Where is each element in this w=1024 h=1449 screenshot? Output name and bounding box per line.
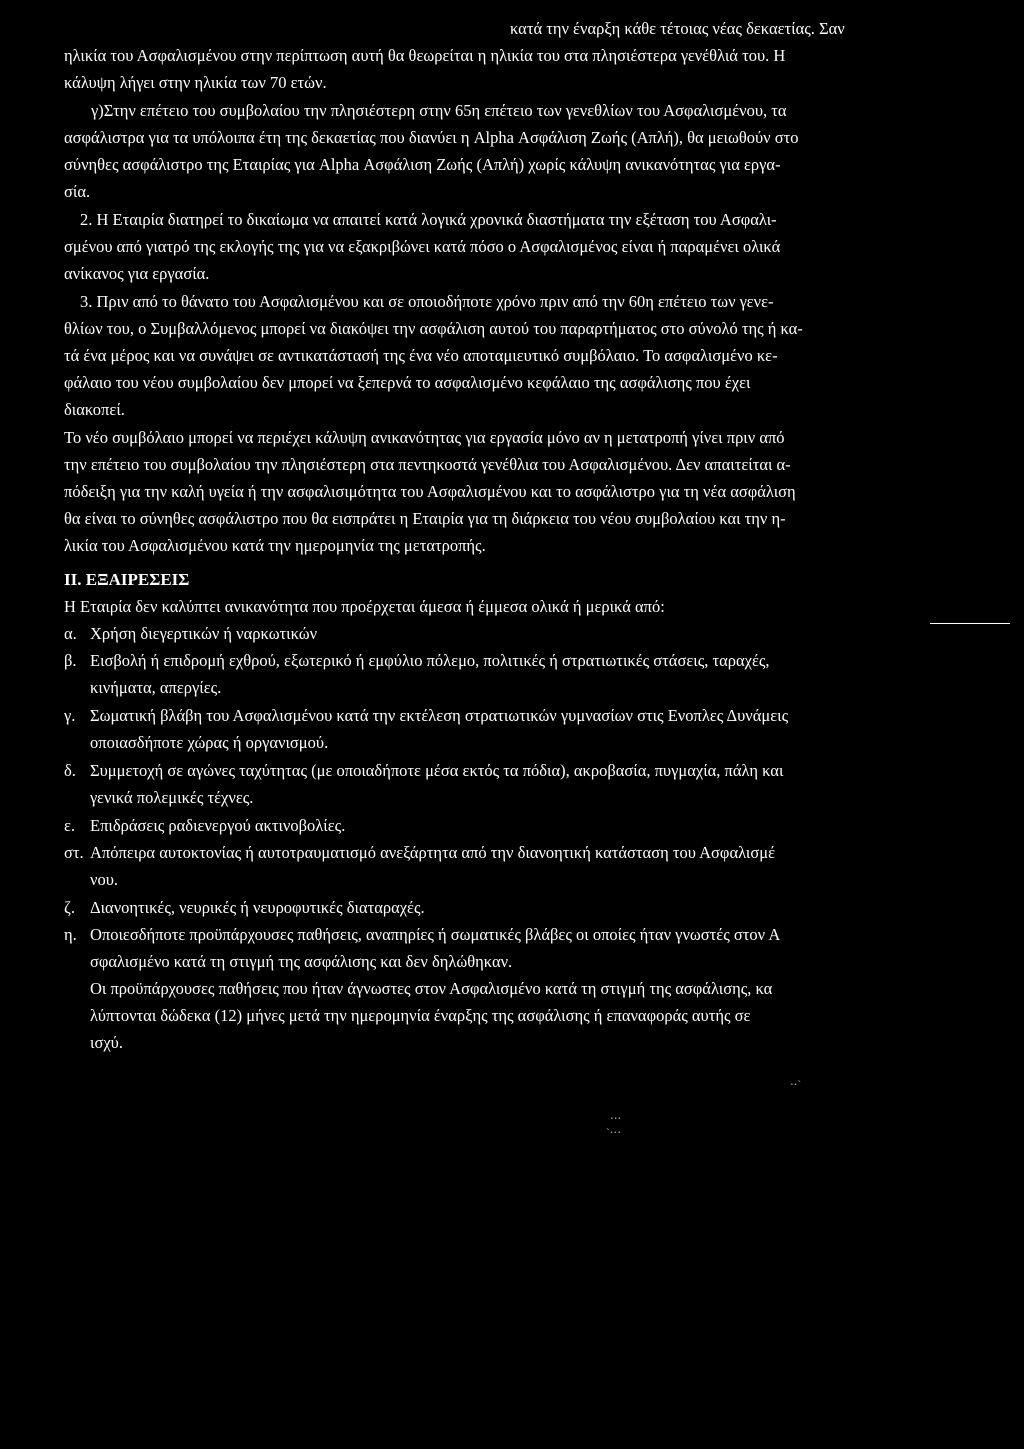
list-label: β. bbox=[64, 651, 77, 670]
exclusions-intro: Η Εταιρία δεν καλύπτει ανικανότητα που προέρχεται άμεσα ή έμμεσα ολικά ή μερικά από: bbox=[64, 597, 665, 616]
list-item-line: γενικά πολεμικές τέχνες. bbox=[90, 788, 254, 807]
text-line: θα είναι το σύνηθες ασφάλιστρο που θα εισπράτει η Εταιρία για τη διάρκεια του νέου συμβολαίου και την η- bbox=[64, 509, 786, 528]
list-label: η. bbox=[64, 925, 77, 944]
scan-noise: ⋅⋅ˋ bbox=[790, 1079, 802, 1091]
scan-artifact-dash bbox=[930, 623, 1010, 624]
list-item-line: Οι προϋπάρχουσες παθήσεις που ήταν άγνωστες στον Ασφαλισμένο κατά τη στιγμή της ασφάλισης, κα bbox=[90, 979, 773, 998]
list-item-line: κινήματα, απεργίες. bbox=[90, 678, 222, 697]
text-line: θλίων του, ο Συμβαλλόμενος μπορεί να διακόψει την ασφάλιση αυτού του παραρτήματος στο σύνολό της ή κα- bbox=[64, 319, 803, 338]
list-label: ε. bbox=[64, 816, 76, 835]
list-item-line: Οποιεσδήποτε προϋπάρχουσες παθήσεις, αναπηρίες ή σωματικές βλάβες οι οποίες ήταν γνωστές στον Α bbox=[90, 925, 781, 944]
list-item-line: ισχύ. bbox=[90, 1033, 123, 1052]
text-line: ασφάλιστρα για τα υπόλοιπα έτη της δεκαετίας που διανύει η Alpha Ασφάλιση Ζωής (Απλή), θα μειωθούν στο bbox=[64, 128, 799, 147]
text-line: γ)Στην επέτειο του συμβολαίου την πλησιέστερη στην 65η επέτειο των γενεθλίων του Ασφαλισμένου, τα bbox=[91, 101, 787, 120]
list-item-line: Χρήση διεγερτικών ή ναρκωτικών bbox=[90, 624, 318, 643]
text-line: τά ένα μέρος και να συνάψει σε αντικατάστασή της ένα νέο αποταμιευτικό συμβόλαιο. Το ασφαλισμένο κε- bbox=[64, 346, 778, 365]
scan-noise: ⋅⋅⋅ bbox=[610, 1113, 622, 1125]
list-item-line: σφαλισμένο κατά τη στιγμή της ασφάλισης και δεν δηλώθηκαν. bbox=[90, 952, 513, 971]
list-item-line: Διανοητικές, νευρικές ή νευροφυτικές διαταραχές. bbox=[90, 898, 425, 917]
text-line: 3. Πριν από το θάνατο του Ασφαλισμένου και σε οποιοδήποτε χρόνο πριν από την 60η επέτειο των γενε- bbox=[80, 292, 774, 311]
list-item-line: λύπτονται δώδεκα (12) μήνες μετά την ημερομηνία έναρξης της ασφάλισης ή επαναφοράς αυτής σε bbox=[90, 1006, 751, 1025]
list-label: γ. bbox=[64, 706, 76, 725]
list-item-line: Επιδράσεις ραδιενεργού ακτινοβολίες. bbox=[90, 816, 346, 835]
text-line: λικία του Ασφαλισμένου κατά την ημερομηνία της μετατροπής. bbox=[64, 536, 486, 555]
text-line: 2. Η Εταιρία διατηρεί το δικαίωμα να απαιτεί κατά λογικά χρονικά διαστήματα την εξέταση του Ασφαλι- bbox=[80, 210, 777, 229]
list-label: ζ. bbox=[64, 898, 75, 917]
text-line: Το νέο συμβόλαιο μπορεί να περιέχει κάλυψη ανικανότητας για εργασία μόνο αν η μετατροπή γίνει πριν από bbox=[64, 428, 785, 447]
text-line: πόδειξη για την καλή υγεία ή την ασφαλισιμότητα του Ασφαλισμένου και το ασφάλιστρο για τη νέα ασφάλιση bbox=[64, 482, 796, 501]
list-label: στ. bbox=[64, 843, 84, 862]
text-line: σμένου από γιατρό της εκλογής της για να εξακριβώνει κατά πόσο ο Ασφαλισμένος είναι ή παραμένει ολικά bbox=[64, 237, 781, 256]
text-line: διακοπεί. bbox=[64, 400, 125, 419]
text-line: κατά την έναρξη κάθε τέτοιας νέας δεκαετίας. Σαν bbox=[510, 19, 845, 38]
text-line: ηλικία του Ασφαλισμένου στην περίπτωση αυτή θα θεωρείται η ηλικία του στα πλησιέστερα γενέθλιά του. Η bbox=[64, 46, 786, 65]
scan-noise: ˋ⋅⋅⋅ bbox=[606, 1127, 621, 1139]
list-label: α. bbox=[64, 624, 77, 643]
list-item-line: οποιασδήποτε χώρας ή οργανισμού. bbox=[90, 733, 329, 752]
text-line: ανίκανος για εργασία. bbox=[64, 264, 210, 283]
text-line: σία. bbox=[64, 182, 91, 201]
list-item-line: Απόπειρα αυτοκτονίας ή αυτοτραυματισμό ανεξάρτητα από την διανοητική κατάσταση του Ασφαλισμέ bbox=[90, 843, 775, 862]
section-heading: ΙΙ. ΕΞΑΙΡΕΣΕΙΣ bbox=[64, 570, 190, 589]
text-line: σύνηθες ασφάλιστρο της Εταιρίας για Alpha Ασφάλιση Ζωής (Απλή) χωρίς κάλυψη ανικανότητας για εργα- bbox=[64, 155, 781, 174]
list-label: δ. bbox=[64, 761, 76, 780]
text-line: κάλυψη λήγει στην ηλικία των 70 ετών. bbox=[64, 73, 327, 92]
text-line: την επέτειο του συμβολαίου την πλησιέστερη στα πεντηκοστά γενέθλια του Ασφαλισμένου. Δεν απαιτείται α- bbox=[64, 455, 791, 474]
list-item-line: Εισβολή ή επιδρομή εχθρού, εξωτερικό ή εμφύλιο πόλεμο, πολιτικές ή στρατιωτικές στάσεις, ταραχές, bbox=[90, 651, 770, 670]
list-item-line: Συμμετοχή σε αγώνες ταχύτητας (με οποιαδήποτε μέσα εκτός τα πόδια), ακροβασία, πυγμαχία, πάλη και bbox=[90, 761, 784, 780]
text-line: φάλαιο του νέου συμβολαίου δεν μπορεί να ξεπερνά το ασφαλισμένο κεφάλαιο της ασφάλισης που έχει bbox=[64, 373, 751, 392]
list-item-line: Σωματική βλάβη του Ασφαλισμένου κατά την εκτέλεση στρατιωτικών γυμνασίων στις Ενοπλες Δυνάμεις bbox=[90, 706, 789, 725]
list-item-line: νου. bbox=[90, 870, 119, 889]
